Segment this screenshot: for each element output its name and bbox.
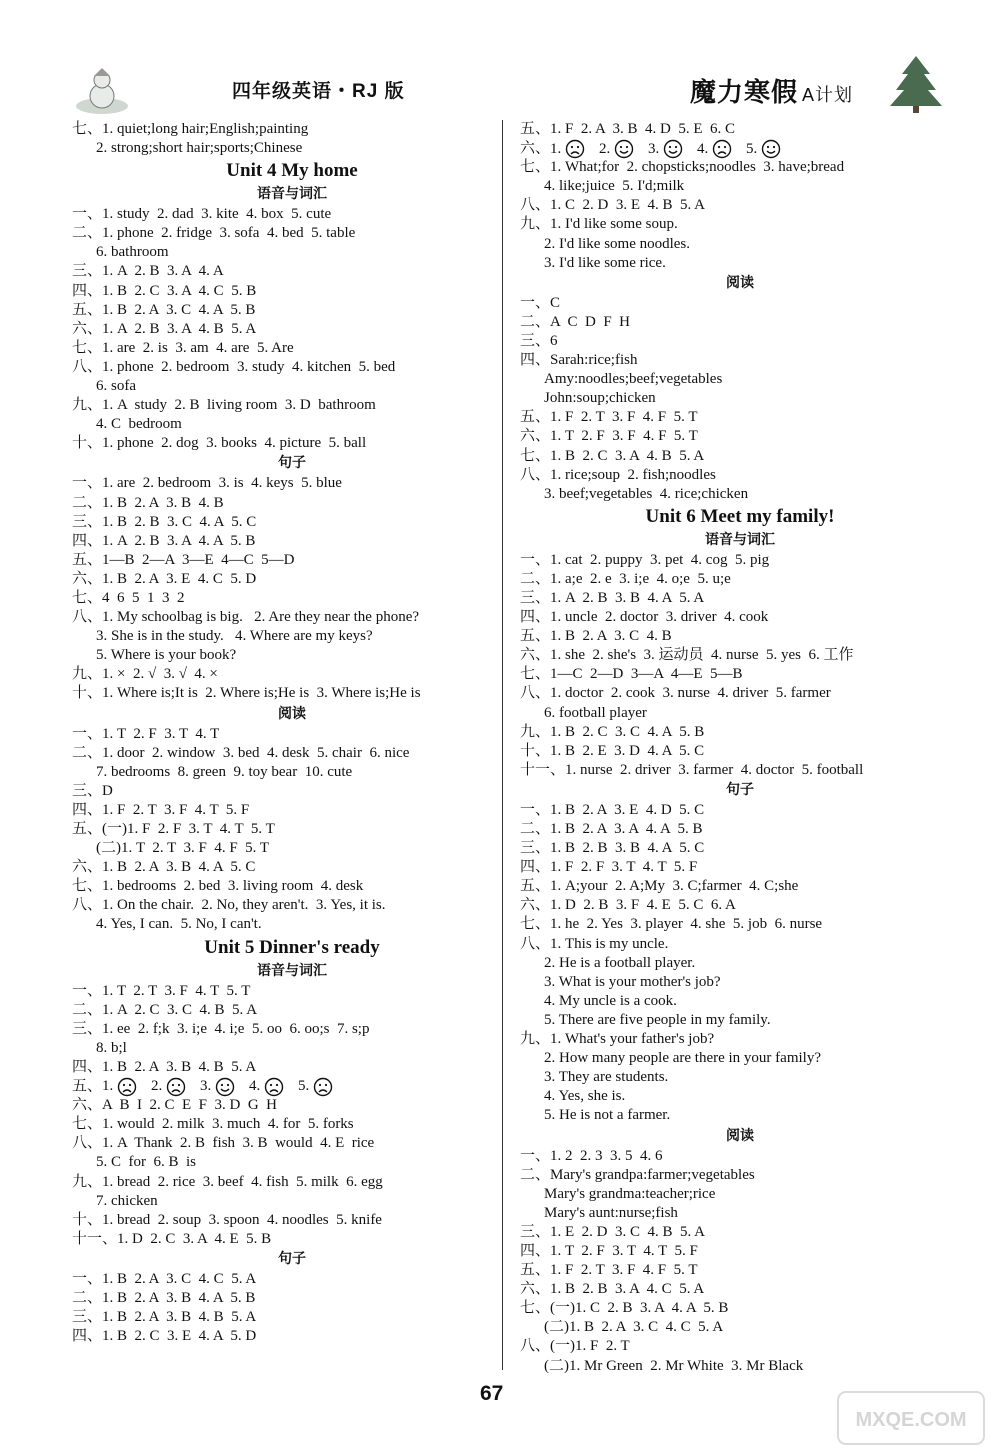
section-heading: 句子 xyxy=(726,781,754,798)
answer-line: 六、1. she 2. she's 3. 运动员 4. nurse 5. yes 6. 工作 xyxy=(520,647,854,664)
answer-line: Mary's grandma:teacher;rice xyxy=(544,1185,716,1202)
answer-line: 七、1. he 2. Yes 3. player 4. she 5. job 6. nurse xyxy=(520,916,823,933)
answer-line: 九、1. × 2. √ 3. √ 4. × xyxy=(72,666,218,683)
answer-line: 七、(一)1. C 2. B 3. A 4. A 5. B xyxy=(520,1300,729,1317)
answer-line: 七、1. are 2. is 3. am 4. are 5. Are xyxy=(72,339,294,356)
answer-line: 四、1. B 2. C 3. A 4. C 5. B xyxy=(72,282,257,299)
answer-line: John:soup;chicken xyxy=(544,390,656,407)
answer-index: 5. xyxy=(298,1078,310,1095)
answer-line: 四、1. T 2. F 3. T 4. T 5. F xyxy=(520,1242,698,1259)
answer-line: 二、Mary's grandpa:farmer;vegetables xyxy=(520,1166,755,1183)
face-answer-row xyxy=(520,139,960,158)
answer-line: 3. I'd like some rice. xyxy=(544,254,666,271)
answer-line: 十、1. bread 2. soup 3. spoon 4. noodles 5. knife xyxy=(72,1211,382,1228)
page-number: 67 xyxy=(480,1382,504,1405)
face-answer-row xyxy=(72,1077,512,1096)
answer-line: 一、1. T 2. F 3. T 4. T xyxy=(72,725,220,742)
answer-line: 四、1. B 2. C 3. E 4. A 5. D xyxy=(72,1328,257,1345)
unit-heading: Unit 6 Meet my family! xyxy=(645,505,835,527)
answer-line: 九、1. What's your father's job? xyxy=(520,1031,715,1048)
answer-index: 4. xyxy=(249,1078,261,1095)
answer-line: 一、1. 2 2. 3 3. 5 4. 6 xyxy=(520,1147,663,1164)
answer-line: 一、1. T 2. T 3. F 4. T 5. T xyxy=(72,982,251,999)
answer-line: 3. They are students. xyxy=(544,1069,669,1086)
brand-name: 魔力寒假 xyxy=(690,77,799,107)
answer-line: 8. b;l xyxy=(96,1039,127,1056)
answer-line: 6. football player xyxy=(544,704,647,721)
section-heading: 阅读 xyxy=(726,1127,754,1144)
answer-line: 三、1. B 2. A 3. B 4. B 5. A xyxy=(72,1309,257,1326)
brand-title xyxy=(690,72,853,109)
answer-line: 五、1—B 2—A 3—E 4—C 5—D xyxy=(72,551,295,568)
answer-line: 四、1. A 2. B 3. A 4. A 5. B xyxy=(72,532,256,549)
answer-line: 五、1. F 2. T 3. F 4. F 5. T xyxy=(520,1262,698,1279)
answer-line: 六、1. D 2. B 3. F 4. E 5. C 6. A xyxy=(520,897,736,914)
watermark-stamp xyxy=(836,1390,986,1446)
answer-line: 二、1. a;e 2. e 3. i;e 4. o;e 5. u;e xyxy=(520,570,731,587)
question-number: 六、 xyxy=(520,140,551,157)
section-heading: 句子 xyxy=(278,1250,306,1267)
watermark-text: MXQE.COM xyxy=(855,1409,967,1431)
answer-line: 九、1. I'd like some soup. xyxy=(520,216,678,233)
answer-line: 三、D xyxy=(72,782,113,799)
unit-heading: Unit 4 My home xyxy=(226,160,358,182)
answer-line: 八、1. phone 2. bedroom 3. study 4. kitchen 5. bed xyxy=(72,358,396,375)
answer-line: 六、1. B 2. B 3. A 4. C 5. A xyxy=(520,1281,705,1298)
sad-face-icon xyxy=(565,139,585,159)
answer-line: 五、1. A;your 2. A;My 3. C;farmer 4. C;she xyxy=(520,878,799,895)
answer-index: 1. xyxy=(550,140,562,157)
answer-line: 2. He is a football player. xyxy=(544,954,696,971)
answer-line: 十一、1. nurse 2. driver 3. farmer 4. doctor 5. football xyxy=(520,761,864,778)
answer-line: 二、1. door 2. window 3. bed 4. desk 5. chair 6. nice xyxy=(72,744,410,761)
section-heading: 语音与词汇 xyxy=(257,962,327,979)
answer-index: 4. xyxy=(697,140,709,157)
answer-line: 3. beef;vegetables 4. rice;chicken xyxy=(544,485,749,502)
answer-line: 四、1. F 2. F 3. T 4. T 5. F xyxy=(520,859,698,876)
answer-index: 3. xyxy=(648,140,660,157)
face-answer xyxy=(697,141,732,157)
answer-line: 三、1. B 2. B 3. B 4. A 5. C xyxy=(520,840,705,857)
happy-face-icon xyxy=(663,139,683,159)
answer-line: Mary's aunt:nurse;fish xyxy=(544,1204,678,1221)
answer-line: 九、1. A study 2. B living room 3. D bathroom xyxy=(72,397,376,414)
answer-line: 二、1. B 2. A 3. A 4. A 5. B xyxy=(520,821,703,837)
answer-index: 2. xyxy=(151,1078,163,1095)
answer-line: 八、1. This is my uncle. xyxy=(520,935,669,952)
section-heading: 句子 xyxy=(278,455,306,472)
answer-line: 5. He is not a farmer. xyxy=(544,1107,671,1124)
answer-line: 一、1. cat 2. puppy 3. pet 4. cog 5. pig xyxy=(520,551,770,568)
answer-line: 二、1. B 2. A 3. B 4. B xyxy=(72,494,224,511)
page-header xyxy=(0,0,1000,120)
unit-heading: Unit 5 Dinner's ready xyxy=(204,936,380,958)
answer-line: 七、4 6 5 1 3 2 xyxy=(72,589,185,606)
answer-line: 2. I'd like some noodles. xyxy=(544,235,691,252)
header-title: 四年级英语・RJ 版 xyxy=(232,81,405,102)
answer-line: 一、1. are 2. bedroom 3. is 4. keys 5. blue xyxy=(72,475,342,492)
answer-line: 一、1. B 2. A 3. C 4. C 5. A xyxy=(72,1270,257,1287)
answer-line: 四、1. F 2. T 3. F 4. T 5. F xyxy=(72,801,250,818)
answer-line: 八、1. My schoolbag is big. 2. Are they near the phone? xyxy=(72,609,420,626)
answer-line: 十、1. B 2. E 3. D 4. A 5. C xyxy=(520,742,705,759)
answer-index: 3. xyxy=(200,1078,212,1095)
section-heading: 阅读 xyxy=(726,274,754,291)
sad-face-icon xyxy=(117,1077,137,1097)
section-heading: 阅读 xyxy=(278,705,306,722)
face-answer xyxy=(249,1078,284,1094)
face-answer xyxy=(550,141,585,157)
answer-line: 一、C xyxy=(520,294,561,311)
happy-face-icon xyxy=(215,1077,235,1097)
answer-line: 八、(一)1. F 2. T xyxy=(520,1338,630,1355)
face-answer xyxy=(746,141,781,157)
pine-tree-icon xyxy=(886,54,946,114)
face-answer xyxy=(599,141,634,157)
happy-face-icon xyxy=(614,139,634,159)
section-heading: 语音与词汇 xyxy=(257,186,327,203)
answer-line: 三、1. A 2. B 3. B 4. A 5. A xyxy=(520,589,705,606)
answer-line: 四、1. uncle 2. doctor 3. driver 4. cook xyxy=(520,609,769,626)
answer-line: 4. C bedroom xyxy=(96,416,182,433)
answer-line: 7. bedrooms 8. green 9. toy bear 10. cute xyxy=(96,763,353,780)
face-answer xyxy=(648,141,683,157)
answer-line: 七、1. bedrooms 2. bed 3. living room 4. desk xyxy=(72,878,364,895)
answer-line: 二、1. A 2. C 3. C 4. B 5. A xyxy=(72,1001,258,1018)
answer-line: 三、1. B 2. B 3. C 4. A 5. C xyxy=(72,513,257,530)
answer-line: 7. chicken xyxy=(96,1192,158,1209)
face-answer xyxy=(298,1078,333,1094)
left-answer-column xyxy=(72,120,512,1346)
answer-line: 十一、1. D 2. C 3. A 4. E 5. B xyxy=(72,1230,272,1247)
answer-line: 3. She is in the study. 4. Where are my keys? xyxy=(96,628,373,645)
sad-face-icon xyxy=(313,1077,333,1097)
answer-line: 4. like;juice 5. I'd;milk xyxy=(544,178,685,195)
answer-line: 八、1. On the chair. 2. No, they aren't. 3. Yes, it is. xyxy=(72,897,386,914)
answer-line: 5. There are five people in my family. xyxy=(544,1011,771,1028)
answer-line: 四、Sarah:rice;fish xyxy=(520,352,638,369)
sad-face-icon xyxy=(166,1077,186,1097)
answer-line: 七、1. quiet;long hair;English;painting xyxy=(72,121,309,137)
answer-line: 八、1. doctor 2. cook 3. nurse 4. driver 5. farmer xyxy=(520,685,831,702)
answer-line: 九、1. B 2. C 3. C 4. A 5. B xyxy=(520,723,705,740)
answer-line: 一、1. study 2. dad 3. kite 4. box 5. cute xyxy=(72,206,332,223)
answer-line: 五、(一)1. F 2. F 3. T 4. T 5. T xyxy=(72,821,275,837)
answer-line: Amy:noodles;beef;vegetables xyxy=(544,371,723,388)
answer-line: 二、1. phone 2. fridge 3. sofa 4. bed 5. table xyxy=(72,225,356,242)
answer-line: 七、1. What;for 2. chopsticks;noodles 3. have;bread xyxy=(520,159,845,176)
answer-line: 5. Where is your book? xyxy=(96,647,237,664)
answer-line: 五、1. F 2. T 3. F 4. F 5. T xyxy=(520,409,698,426)
sad-face-icon xyxy=(264,1077,284,1097)
question-number: 五、 xyxy=(72,1078,103,1095)
face-answer xyxy=(151,1078,186,1094)
answer-line: 二、1. B 2. A 3. B 4. A 5. B xyxy=(72,1289,256,1306)
answer-line: 五、1. B 2. A 3. C 4. B xyxy=(520,628,672,645)
answer-line: 六、1. B 2. A 3. E 4. C 5. D xyxy=(72,570,257,587)
answer-line: 十、1. phone 2. dog 3. books 4. picture 5. ball xyxy=(72,435,367,452)
answer-line: (二)1. Mr Green 2. Mr White 3. Mr Black xyxy=(544,1357,804,1374)
answer-line: 八、1. A Thank 2. B fish 3. B would 4. E rice xyxy=(72,1135,375,1152)
face-answer xyxy=(200,1078,235,1094)
answer-line: 七、1. would 2. milk 3. much 4. for 5. forks xyxy=(72,1116,354,1133)
answer-line: 四、1. B 2. A 3. B 4. B 5. A xyxy=(72,1058,257,1075)
answer-line: 五、1. B 2. A 3. C 4. A 5. B xyxy=(72,301,256,318)
answer-line: 三、1. E 2. D 3. C 4. B 5. A xyxy=(520,1223,706,1240)
answer-index: 1. xyxy=(102,1078,114,1095)
right-answer-column xyxy=(520,120,960,1376)
answer-line: 6. sofa xyxy=(96,378,136,395)
sad-face-icon xyxy=(712,139,732,159)
answer-index: 2. xyxy=(599,140,611,157)
happy-face-icon xyxy=(761,139,781,159)
answer-line: 六、1. B 2. A 3. B 4. A 5. C xyxy=(72,859,256,876)
answer-line: 八、1. rice;soup 2. fish;noodles xyxy=(520,466,716,483)
answer-line: (二)1. T 2. T 3. F 4. F 5. T xyxy=(96,840,270,857)
answer-line: 4. Yes, I can. 5. No, I can't. xyxy=(96,916,262,933)
answer-line: 六、A B I 2. C E F 3. D G H xyxy=(72,1097,278,1114)
answer-line: 二、A C D F H xyxy=(520,313,631,330)
answer-line: (二)1. B 2. A 3. C 4. C 5. A xyxy=(544,1319,724,1336)
answer-line: 4. My uncle is a cook. xyxy=(544,992,677,1009)
answer-line: 6. bathroom xyxy=(96,244,169,261)
answer-line: 九、1. bread 2. rice 3. beef 4. fish 5. milk 6. egg xyxy=(72,1173,383,1190)
answer-line: 5. C for 6. B is xyxy=(96,1154,197,1171)
answer-line: 三、6 xyxy=(520,332,558,349)
answer-line: 五、1. F 2. A 3. B 4. D 5. E 6. C xyxy=(520,121,736,137)
answer-line: 十、1. Where is;It is 2. Where is;He is 3. Where is;He is xyxy=(72,685,421,702)
answer-line: 三、1. A 2. B 3. A 4. A xyxy=(72,263,224,280)
answer-line: 4. Yes, she is. xyxy=(544,1088,626,1105)
answer-line: 八、1. C 2. D 3. E 4. B 5. A xyxy=(520,197,706,214)
answer-line: 3. What is your mother's job? xyxy=(544,973,721,990)
snowman-logo-icon xyxy=(72,66,132,116)
answer-line: 七、1—C 2—D 3—A 4—E 5—B xyxy=(520,666,743,683)
answer-line: 三、1. ee 2. f;k 3. i;e 4. i;e 5. oo 6. oo;s 7. s;p xyxy=(72,1020,370,1037)
answer-line: 2. strong;short hair;sports;Chinese xyxy=(96,140,303,157)
brand-subtitle: A计划 xyxy=(802,85,854,105)
section-heading: 语音与词汇 xyxy=(705,531,775,548)
answer-line: 七、1. B 2. C 3. A 4. B 5. A xyxy=(520,447,705,464)
face-answer xyxy=(102,1078,137,1094)
answer-line: 一、1. B 2. A 3. E 4. D 5. C xyxy=(520,801,705,818)
answer-index: 5. xyxy=(746,140,758,157)
answer-line: 六、1. T 2. F 3. F 4. F 5. T xyxy=(520,428,698,445)
answer-line: 六、1. A 2. B 3. A 4. B 5. A xyxy=(72,320,257,337)
answer-line: 2. How many people are there in your family? xyxy=(544,1050,821,1067)
